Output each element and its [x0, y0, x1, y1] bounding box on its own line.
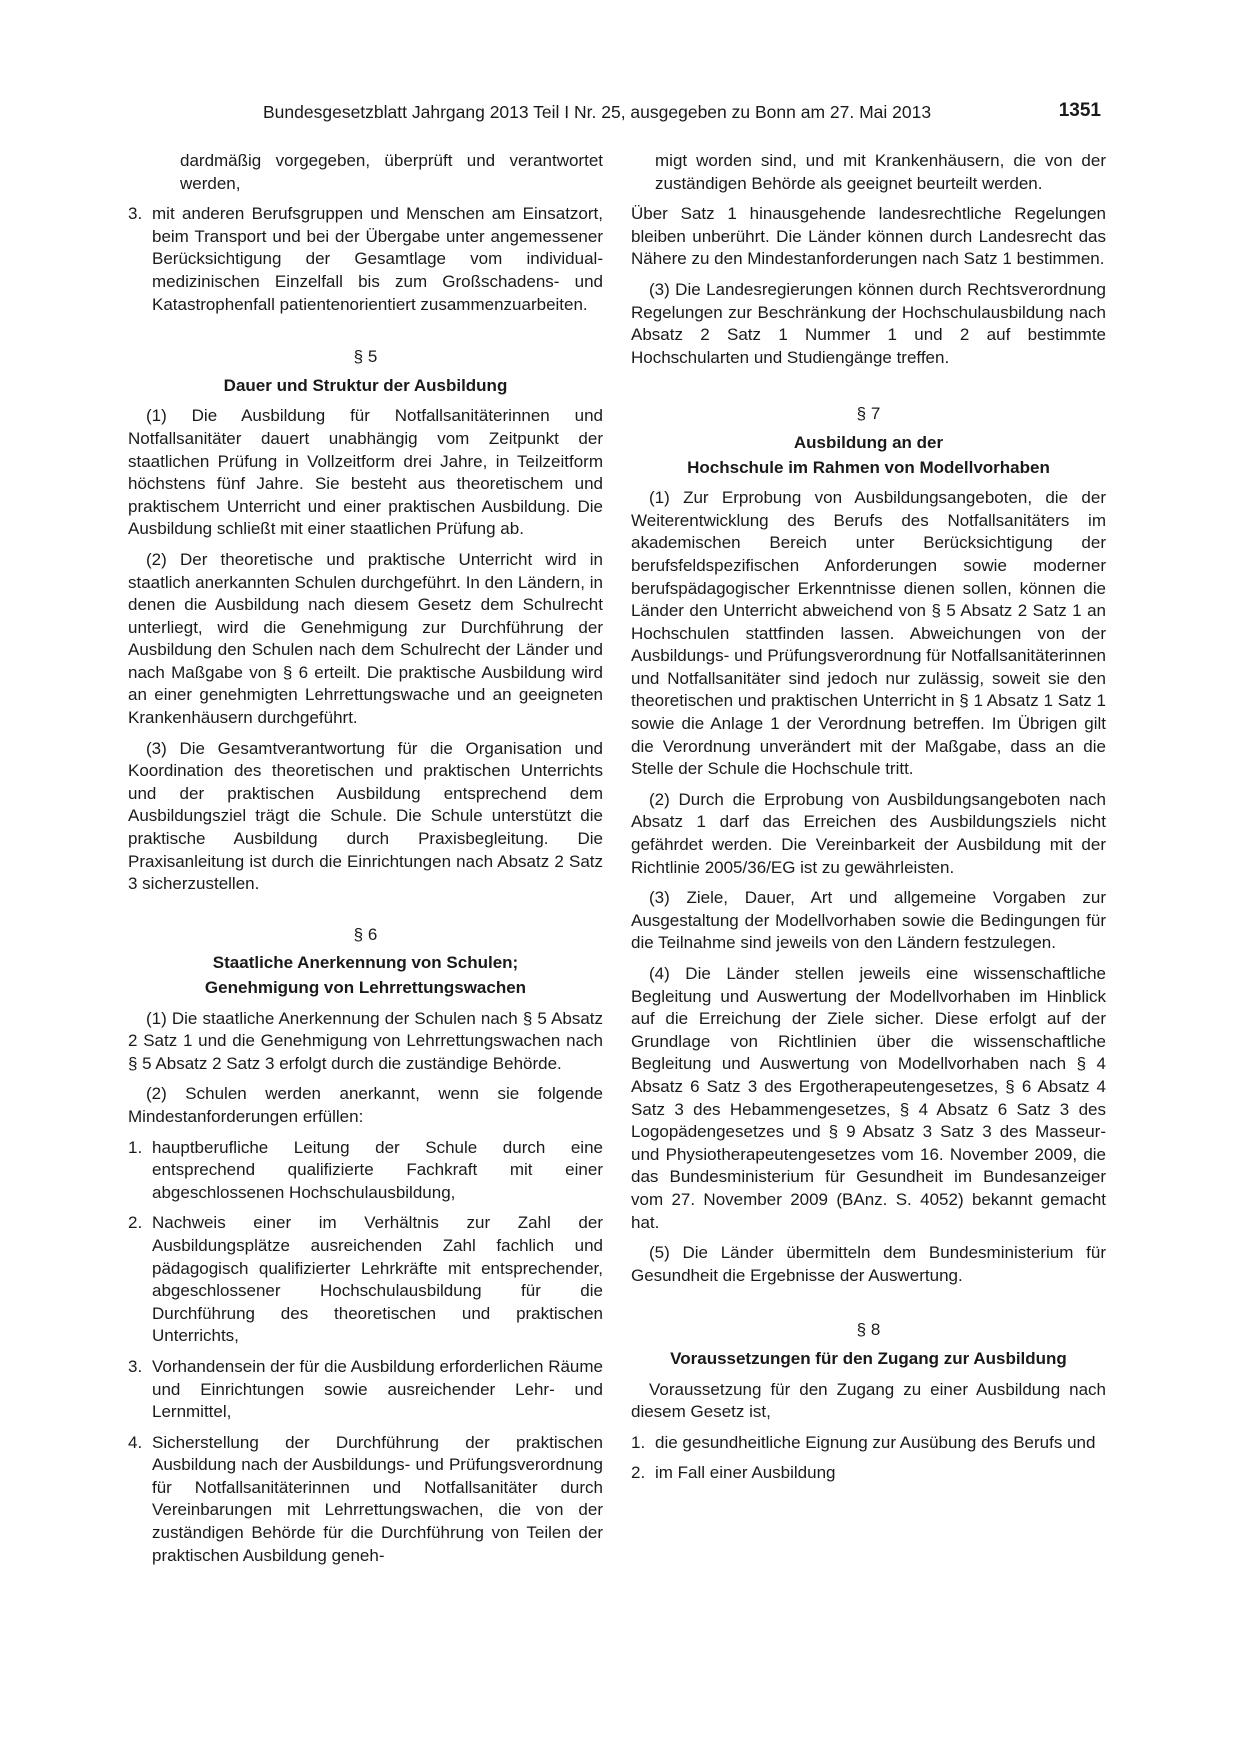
- section-number-8: § 8: [856, 1320, 881, 1340]
- list-item: [631, 1462, 1106, 1485]
- list-item-text: mit anderen Berufsgruppen und Menschen am Einsatzort, beim Transport und bei der Übergabe unter angemessener Berücksichtigung der Gesamtlage vom individual-medizinischen Einzelfall bis zum Großschadens- und Katastrophenfall patientenorientiert zusammenzuarbeiten.: [152, 204, 603, 314]
- list-item-number: 3.: [128, 204, 143, 224]
- left-column: [128, 150, 603, 1575]
- page-header: [263, 100, 1101, 128]
- right-column: [631, 150, 1106, 1493]
- paragraph: (4) Die Länder stellen jeweils eine wissenschaftliche Begleitung und Auswertung der Modellvorhaben im Hinblick auf die Erreichung der Ziele sicher. Diese erfolgt auf der Grundlage von Richtlinien über die wissenschaftliche Begleitung und Auswertung von Modellvorhaben nach § 4 Absatz 6 Satz 3 des Ergotherapeutengesetzes, § 6 Absatz 4 Satz 3 des Hebammengesetzes, § 4 Absatz 6 Satz 3 des Logopädengesetzes und § 9 Absatz 3 Satz 3 des Masseur- und Physiotherapeutengesetzes vom 16. November 2009, die das Bundesministerium für Gesundheit im Bundesanzeiger vom 27. November 2009 (BAnz. S. 4052) bekannt gemacht hat.: [631, 964, 1106, 1232]
- list-item-number: 1.: [631, 1432, 646, 1452]
- list-item: [128, 1137, 603, 1205]
- paragraph: (3) Die Gesamtverantwortung für die Organisation und Koordination des theoretischen und praktischen Unterrichts und der praktischen Ausbildung entsprechend dem Ausbildungsziel trägt die Schule. Die Schule unterstützt die praktische Ausbildung durch Praxisbegleitung. Die Praxisanleitung ist durch die Einrichtungen nach Absatz 2 Satz 3 sicherzustellen.: [128, 738, 603, 894]
- paragraph: (1) Die staatliche Anerkennung der Schulen nach § 5 Absatz 2 Satz 1 und die Genehmigung von Lehrrettungswachen nach § 5 Absatz 2 Satz 3 erfolgt durch die zuständige Behörde.: [128, 1008, 603, 1073]
- section-title-6-line1: Staatliche Anerkennung von Schulen;: [212, 953, 519, 973]
- section-title-6-line2: Genehmigung von Lehrrettungswachen: [204, 978, 527, 997]
- section-number-6: § 6: [353, 924, 378, 944]
- list-item: [128, 1432, 603, 1568]
- paragraph: (5) Die Länder übermitteln dem Bundesministerium für Gesundheit die Ergebnisse der Auswertung.: [631, 1243, 1106, 1285]
- paragraph: (3) Die Landesregierungen können durch Rechtsverordnung Regelungen zur Beschränkung der Hochschulausbildung nach Absatz 2 Satz 1 Nummer 1 und 2 auf bestimmte Hochschularten und Studiengänge treffen.: [631, 279, 1106, 367]
- page-number: 1351: [1058, 100, 1101, 121]
- header-title: Bundesgesetzblatt Jahrgang 2013 Teil I Nr. 25, ausgegeben zu Bonn am 27. Mai 2013: [263, 102, 932, 122]
- list-item-text: Vorhandensein der für die Ausbildung erforderlichen Räume und Einrichtungen sowie ausreichender Lehr- und Lernmittel,: [152, 1356, 603, 1422]
- list-item: [128, 1356, 603, 1424]
- list-item-number: 2.: [631, 1463, 646, 1483]
- list-item-text: Nachweis einer im Verhältnis zur Zahl der Ausbildungsplätze ausreichenden Zahl fachlich und pädagogisch qualifizierter Lehrkräfte mit entsprechender, abgeschlossener Hochschulausbildung für die Durchführung des theoretischen und praktischen Unterrichts,: [152, 1213, 603, 1346]
- section-title-8: Voraussetzungen für den Zugang zur Ausbildung: [670, 1348, 1067, 1368]
- paragraph: (2) Der theoretische und praktische Unterricht wird in staatlich anerkannten Schulen durchgeführt. In den Ländern, in denen die Ausbildung nach diesem Gesetz dem Schulrecht unterliegt, wird die Genehmigung zur Durchführung der Ausbildung den Schulen nach dem Schulrecht der Länder und nach Maßgabe von § 6 erteilt. Die praktische Ausbildung wird an einer genehmigten Lehrrettungswache und an geeigneten Krankenhäusern durchgeführt.: [128, 549, 603, 728]
- list-item-number: 3.: [128, 1356, 143, 1376]
- list-item: [128, 203, 603, 316]
- section-title-7-line2: Hochschule im Rahmen von Modellvorhaben: [687, 457, 1050, 477]
- list-item-text: die gesundheitliche Eignung zur Ausübung des Berufs und: [655, 1432, 1096, 1452]
- list-item-number: 1.: [128, 1137, 143, 1157]
- section-title-7-line1: Ausbildung an der: [793, 432, 944, 452]
- list-item: [128, 1212, 603, 1348]
- section-number-7: § 7: [856, 404, 881, 424]
- list-item-text: hauptberufliche Leitung der Schule durch eine entsprechend qualifizierte Fachkraft mit einer abgeschlossenen Hochschulausbildung,: [152, 1137, 603, 1202]
- list-item-number: 4.: [128, 1432, 143, 1452]
- list-item-text: im Fall einer Ausbildung: [655, 1463, 836, 1483]
- paragraph: (2) Schulen werden anerkannt, wenn sie folgende Mindestanforderungen erfüllen:: [128, 1084, 603, 1126]
- list-item: [631, 1432, 1106, 1455]
- list-item-text: Sicherstellung der Durchführung der praktischen Ausbildung nach der Ausbildungs- und Prüfungsverordnung für Notfallsanitäterinnen und Notfallsanitäter durch Vereinbarungen mit Lehrrettungswachen, die von der zuständigen Behörde für die Durchführung von Teilen der praktischen Ausbildung geneh-: [152, 1432, 603, 1565]
- continued-item-text: migt worden sind, und mit Krankenhäusern, die von der zuständigen Behörde als geeignet beurteilt werden.: [655, 151, 1106, 193]
- paragraph: (2) Durch die Erprobung von Ausbildungsangeboten nach Absatz 1 darf das Erreichen des Ausbildungsziels nicht gefährdet werden. Die Vereinbarkeit der Ausbildung mit der Richtlinie 2005/36/EG ist zu gewährleisten.: [631, 789, 1106, 877]
- section-title-5: Dauer und Struktur der Ausbildung: [223, 375, 508, 395]
- continued-item-text: dardmäßig vorgegeben, überprüft und verantwortet werden,: [180, 151, 603, 193]
- section-number-5: § 5: [353, 347, 378, 367]
- paragraph: Voraussetzung für den Zugang zu einer Ausbildung nach diesem Gesetz ist,: [631, 1379, 1106, 1422]
- list-item-number: 2.: [128, 1213, 143, 1233]
- paragraph: Über Satz 1 hinausgehende landesrechtliche Regelungen bleiben unberührt. Die Länder können durch Landesrecht das Nähere zu den Mindestanforderungen nach Satz 1 bestimmen.: [631, 204, 1106, 269]
- paragraph: (1) Zur Erprobung von Ausbildungsangeboten, die der Weiterentwicklung des Berufs des Notfallsanitäters im akademischen Bereich unter Berücksichtigung der berufsfeldspezifischen Anforderungen sowie moderner berufspädagogischer Erkenntnisse dienen sollen, können die Länder den Unterricht abweichend von § 5 Absatz 2 Satz 1 an Hochschulen stattfinden lassen. Abweichungen von der Ausbildungs- und Prüfungsverordnung für Notfallsanitäterinnen und Notfallsanitäter sind jedoch nur zulässig, soweit sie den theoretischen und praktischen Unterricht in § 1 Absatz 1 Satz 1 sowie die Anlage 1 der Verordnung betreffen. Im Übrigen gilt die Verordnung unverändert mit der Maßgabe, dass an die Stelle der Schule die Hochschule tritt.: [631, 488, 1106, 779]
- paragraph: (3) Ziele, Dauer, Art und allgemeine Vorgaben zur Ausgestaltung der Modellvorhaben sowie die Bedingungen für die Teilnahme sind jeweils von den Ländern festzulegen.: [631, 888, 1106, 953]
- paragraph: (1) Die Ausbildung für Notfallsanitäterinnen und Notfallsanitäter dauert unabhängig vom Zeitpunkt der staatlichen Prüfung in Vollzeitform drei Jahre, in Teilzeitform höchstens fünf Jahre. Sie besteht aus theoretischem und praktischem Unterricht und einer praktischen Ausbildung. Die Ausbildung schließt mit einer staatlichen Prüfung ab.: [128, 406, 603, 539]
